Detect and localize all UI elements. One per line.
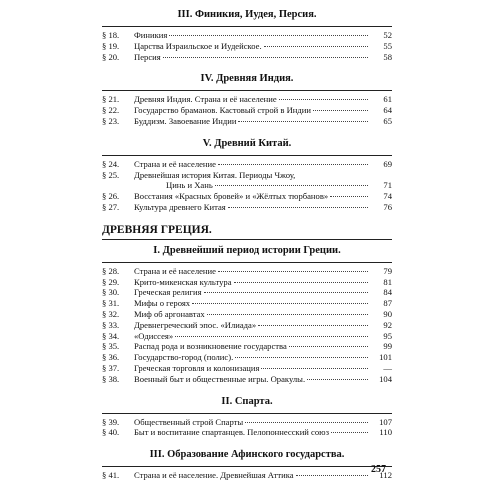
- entry-title: Восстания «Красных бровей» и «Жёлтых тюрбанов»: [134, 191, 329, 202]
- section-heading: III. Финикия, Иудея, Персия.: [177, 9, 317, 20]
- entry-title: Древнегреческий эпос. «Илиада»: [134, 319, 257, 330]
- section-block: [102, 395, 392, 439]
- entry-number: § 28.: [102, 265, 120, 276]
- section-heading: IV. Древняя Индия.: [200, 73, 294, 85]
- page-number: 257: [371, 464, 386, 475]
- toc-entry[interactable]: [102, 202, 392, 213]
- entry-page: 112: [379, 470, 392, 481]
- toc-entry[interactable]: [102, 41, 392, 52]
- section-block: [102, 448, 392, 481]
- entry-title: Царства Израильское и Иудейское.: [134, 40, 262, 51]
- toc-entry[interactable]: [102, 52, 392, 63]
- entry-number: § 32.: [102, 308, 120, 319]
- toc-entry[interactable]: [102, 94, 392, 105]
- entry-title: Греческая религия: [134, 287, 202, 298]
- entry-number: § 37.: [102, 362, 120, 373]
- dot-leader: [261, 368, 368, 369]
- entry-number: § 20.: [102, 51, 120, 62]
- entry-page: 110: [379, 427, 392, 438]
- entry-title: Буддизм. Завоевание Индии: [134, 115, 237, 126]
- part-rule: [102, 239, 392, 240]
- entry-number: § 39.: [102, 416, 120, 427]
- entry-title: Культура древнего Китая: [134, 201, 226, 212]
- toc-entry[interactable]: [102, 320, 392, 331]
- entry-page: 71: [383, 180, 392, 191]
- entry-number: § 18.: [102, 30, 120, 40]
- toc-list: [102, 94, 392, 126]
- entry-page: 76: [383, 201, 392, 212]
- section-heading: V. Древний Китай.: [202, 137, 292, 149]
- entry-number: § 34.: [102, 330, 120, 341]
- toc-entry[interactable]: [102, 309, 392, 320]
- entry-number: § 24.: [102, 158, 120, 169]
- toc-entry[interactable]: [102, 470, 392, 481]
- toc-list: [102, 159, 392, 213]
- entry-page: 61: [383, 94, 392, 105]
- toc-entry[interactable]: [102, 277, 392, 288]
- entry-title: Греческая торговля и колонизация: [134, 362, 260, 373]
- entry-page: 84: [383, 287, 392, 298]
- toc-list: [102, 417, 392, 439]
- dot-leader: [175, 336, 368, 337]
- toc-entry[interactable]: [102, 266, 392, 277]
- section-rule: [102, 26, 392, 27]
- entry-number: § 19.: [102, 40, 120, 51]
- toc-list: [102, 470, 392, 481]
- entry-title: Военный быт и общественные игры. Оракулы.: [134, 373, 306, 384]
- entry-title: Страна и её население: [134, 265, 216, 276]
- entry-page: 74: [383, 191, 392, 202]
- entry-title: Крито-микенская культура: [134, 276, 232, 287]
- dot-leader: [192, 303, 368, 304]
- entry-number: § 25.: [102, 169, 120, 180]
- section-heading: I. Древнейший период истории Греции.: [153, 244, 341, 256]
- entry-title: Мифы о героях: [134, 298, 191, 309]
- dot-leader: [313, 110, 368, 111]
- section-rule: [102, 262, 392, 263]
- entry-title: Древняя Индия. Страна и её население: [134, 94, 277, 105]
- section-heading: II. Спарта.: [221, 395, 273, 407]
- toc-entry[interactable]: [102, 363, 392, 374]
- entry-title: Государство-город (полис).: [134, 352, 234, 363]
- entry-page: 64: [383, 105, 392, 116]
- section-block: [102, 72, 392, 126]
- dot-leader: [258, 325, 368, 326]
- entry-number: § 35.: [102, 341, 120, 352]
- entry-number: § 22.: [102, 105, 120, 116]
- part-title: ДРЕВНЯЯ ГРЕЦИЯ.: [102, 223, 212, 236]
- toc-entry[interactable]: [102, 191, 392, 202]
- section-heading: III. Образование Афинского государства.: [149, 449, 345, 461]
- section-block: [102, 244, 392, 385]
- toc-list: [102, 30, 392, 62]
- entry-number: § 29.: [102, 276, 120, 287]
- toc-entry[interactable]: [102, 352, 392, 363]
- entry-title: Персия: [134, 51, 161, 62]
- entry-page: 99: [383, 341, 392, 352]
- section-block: [102, 8, 392, 62]
- toc-entry[interactable]: [102, 180, 392, 191]
- entry-page: 79: [383, 265, 392, 276]
- dot-leader: [245, 422, 368, 423]
- dot-leader: [307, 379, 368, 380]
- entry-number: § 38.: [102, 373, 120, 384]
- section-block: [102, 137, 392, 213]
- entry-number: § 30.: [102, 287, 120, 298]
- entry-title: Распад рода и возникновение государства: [134, 341, 287, 352]
- entry-number: § 27.: [102, 201, 120, 212]
- dot-leader: [289, 346, 368, 347]
- dot-leader: [169, 35, 368, 36]
- entry-title: «Одиссея»: [134, 330, 174, 341]
- toc-entry[interactable]: [102, 374, 392, 385]
- entry-title: Цинь и Хань: [166, 180, 213, 191]
- dot-leader: [204, 292, 368, 293]
- dot-leader: [218, 164, 368, 165]
- entry-title: Финикия: [134, 30, 168, 40]
- entry-title: Миф об аргонавтах: [134, 308, 205, 319]
- entry-number: § 23.: [102, 115, 120, 126]
- entry-page: 81: [383, 276, 392, 287]
- toc-entry[interactable]: [102, 331, 392, 342]
- dot-leader: [235, 357, 368, 358]
- entry-title: Древнейшая история Китая. Периоды Чжоу,: [134, 169, 296, 180]
- toc-entry[interactable]: [102, 105, 392, 116]
- entry-page: 55: [383, 40, 392, 51]
- dot-leader: [264, 46, 368, 47]
- entry-title: Государство браманов. Кастовый строй в Индии: [134, 105, 311, 116]
- toc-entry[interactable]: [102, 427, 392, 438]
- toc-entry[interactable]: [102, 341, 392, 352]
- toc-entry[interactable]: [102, 417, 392, 428]
- entry-number: § 21.: [102, 94, 120, 105]
- entry-page: 65: [383, 115, 392, 126]
- dot-leader: [331, 432, 368, 433]
- entry-number: § 31.: [102, 298, 120, 309]
- dot-leader: [234, 282, 368, 283]
- toc-entry[interactable]: [102, 30, 392, 41]
- dot-leader: [296, 475, 368, 476]
- entry-number: § 36.: [102, 352, 120, 363]
- entry-page: 95: [383, 330, 392, 341]
- toc-entry[interactable]: [102, 159, 392, 170]
- entry-page: 69: [383, 158, 392, 169]
- entry-number: § 40.: [102, 427, 120, 438]
- toc-list: [102, 266, 392, 385]
- section-rule: [102, 155, 392, 156]
- dot-leader: [228, 207, 368, 208]
- entry-number: § 26.: [102, 191, 120, 202]
- dot-leader: [163, 57, 368, 58]
- entry-page: 101: [379, 352, 392, 363]
- entry-page: 58: [383, 51, 392, 62]
- entry-title: Страна и её население: [134, 158, 216, 169]
- entry-title: Общественный строй Спарты: [134, 416, 244, 427]
- entry-number: § 41.: [102, 470, 120, 481]
- dot-leader: [330, 196, 368, 197]
- toc-entry[interactable]: [102, 116, 392, 127]
- entry-page: 90: [383, 308, 392, 319]
- toc-entry[interactable]: [102, 287, 392, 298]
- dot-leader: [279, 99, 368, 100]
- entry-page: 104: [379, 373, 392, 384]
- section-rule: [102, 413, 392, 414]
- entry-page: 87: [383, 298, 392, 309]
- dot-leader: [207, 314, 368, 315]
- section-rule: [102, 90, 392, 91]
- entry-page: 92: [383, 319, 392, 330]
- entry-page: —: [383, 362, 392, 373]
- entry-page: 52: [383, 30, 392, 40]
- entry-page: 107: [379, 416, 392, 427]
- dot-leader: [238, 121, 368, 122]
- toc-entry[interactable]: [102, 298, 392, 309]
- entry-title: Быт и воспитание спартанцев. Пелопоннесский союз: [134, 427, 329, 438]
- toc-entry[interactable]: [102, 170, 392, 181]
- toc-column: [102, 8, 392, 491]
- entry-number: § 33.: [102, 319, 120, 330]
- dot-leader: [218, 271, 368, 272]
- section-rule: [102, 466, 392, 467]
- entry-title: Страна и её население. Древнейшая Аттика: [134, 470, 294, 481]
- dot-leader: [215, 185, 368, 186]
